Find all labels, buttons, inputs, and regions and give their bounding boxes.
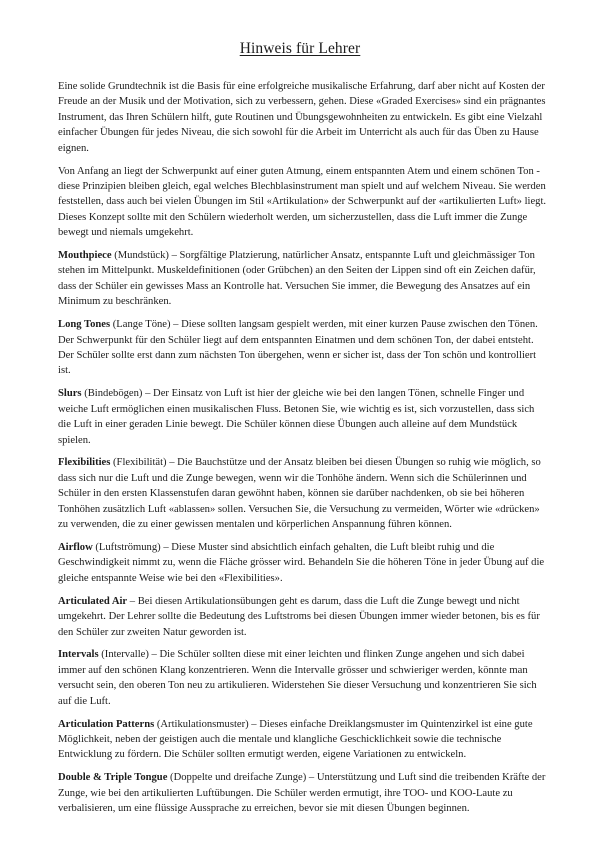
paragraph-term: Long Tones — [58, 319, 111, 331]
paragraph-text: (Flexibilität) – Die Bauchstütze und der Ansatz bleiben bei diesen Übungen so ruhig wie möglich, so dass sich nur die Luft und die Zunge bewegen, wenn wir die Tonhöhe ändern. Wenn sich die Schülerinnen und Schüler in den ersten Klassenstufen daran gewöhnt haben, können sie darüber nachdenken, ob sie bei höheren Tonhöhen zusätzlich Luft «ablassen» sollen. Versuchen Sie, die Versuchung zu vermeiden, Wörter wie «drücken» zu verwenden, die zu einer gewissen mentalen und körperlichen Anspannung führen können. — [58, 457, 541, 531]
paragraph-text: (Doppelte und dreifache Zunge) – Unterstützung und Luft sind die treibenden Kräfte der Zunge, wie bei den artikulierten Luftübungen. Die Schüler werden ermutigt, ihre TOO- und KOO-Laute zu verbalisieren, um eine flüssige Aussprache zu erreichen, bevor sie mit diesen Übungen beginnen. — [58, 772, 546, 815]
paragraph-term: Articulated Air — [58, 595, 128, 607]
paragraph-term: Slurs — [58, 388, 82, 400]
paragraph-long-tones — [58, 317, 548, 379]
paragraph-text: Von Anfang an liegt der Schwerpunkt auf einer guten Atmung, einem entspannten Atem und einem schönen Ton - diese Prinzipien bleiben gleich, egal welches Blechblasinstrument man spielt und auf welchem Niveau. Sie werden feststellen, dass auch bei vielen Übungen im Stil «Artikulation» der Schwerpunkt auf der «artikulierten Luft» liegt. Dieses Konzept sollte mit den Schülern wiederholt werden, um sicherzustellen, dass die Luft immer die Zunge bewegt und niemals umgekehrt. — [58, 165, 547, 239]
paragraph-mouthpiece — [58, 248, 548, 310]
paragraph-term: Articulation Patterns — [58, 718, 155, 730]
paragraph-text: (Mundstück) – Sorgfältige Platzierung, natürlicher Ansatz, entspannte Luft und gleichmässiger Ton stehen im Mittelpunkt. Muskeldefinitionen (oder Grübchen) an den Seiten der Lippen sind oft ein Zeichen dafür, dass der Schüler ein gewisses Mass an Kontrolle hat. Versuchen Sie immer, die Bewegung des Ansatzes auf ein Minimum zu beschränken. — [58, 250, 536, 308]
paragraph-term: Double & Triple Tongue — [58, 772, 168, 784]
paragraph-text: (Bindebögen) – Der Einsatz von Luft ist hier der gleiche wie bei den langen Tönen, schnelle Finger und weiche Luft ermöglichen einen musikalischen Fluss. Betonen Sie, wie wichtig es ist, sich vorzustellen, dass sich die Luft in einer geraden Linie bewegt. Die Schüler können diese Übungen auch alleine auf dem Mundstück spielen. — [58, 388, 535, 446]
paragraph-intro — [58, 79, 548, 156]
paragraph-articulated-air — [58, 594, 548, 640]
paragraph-text: (Luftströmung) – Diese Muster sind absichtlich einfach gehalten, die Luft bleibt ruhig und die Geschwindigkeit nimmt zu, wenn die Fläche grösser wird. Behandeln Sie die höheren Töne in jeder Übung auf die gleiche entspannte Weise wie bei den «Flexibilities». — [58, 541, 545, 584]
paragraph-flexibilities — [58, 455, 548, 532]
paragraph-term: Flexibilities — [58, 457, 111, 469]
paragraph-breathing — [58, 164, 548, 241]
paragraph-text: – Bei diesen Artikulationsübungen geht es darum, dass die Luft die Zunge bewegt und nicht umgekehrt. Der Lehrer sollte die Bedeutung des Luftstroms bei diesen Übungen immer wieder betonen, bis es für den Schüler zur zweiten Natur geworden ist. — [58, 595, 540, 638]
paragraph-double-triple-tongue — [58, 770, 548, 816]
paragraph-text: (Artikulationsmuster) – Dieses einfache Dreiklangsmuster im Quintenzirkel ist eine gute Möglichkeit, neben der geistigen auch die mentale und klangliche Geschicklichkeit sowie die technische Entwicklung zu fördern. Die Schüler sollten ermutigt werden, eigene Variationen zu entwickeln. — [58, 718, 533, 761]
paragraph-term: Mouthpiece — [58, 250, 112, 262]
document-body — [58, 79, 548, 824]
paragraph-articulation-patterns — [58, 717, 548, 763]
paragraph-slurs — [58, 386, 548, 448]
paragraph-airflow — [58, 540, 548, 586]
paragraph-term: Intervals — [58, 649, 99, 661]
paragraph-text: Eine solide Grundtechnik ist die Basis für eine erfolgreiche musikalische Erfahrung, darf aber nicht auf Kosten der Freude an der Musik und der Motivation, sich zu verbessern, gehen. Diese «Graded Exercises» sind ein prägnantes Instrument, das Ihren Schülern hilft, gute Routinen und Übungsgewohnheiten zu entwickeln. Es gibt eine Vielzahl einfacher Übungen für jedes Niveau, die sich sowohl für die Arbeit im Unterricht als auch für das Üben zu Hause eignen. — [58, 81, 546, 154]
paragraph-text: (Intervalle) – Die Schüler sollten diese mit einer leichten und flinken Zunge angehen und sich dabei immer auf den schönen Klang konzentrieren. Wenn die Intervalle grösser und schwieriger werden, könnte man versucht sein, den oberen Ton neu zu artikulieren. Widerstehen Sie dieser Versuchung und konzentrieren Sie sich auf die Luft. — [58, 649, 537, 707]
paragraph-text: (Lange Töne) – Diese sollten langsam gespielt werden, mit einer kurzen Pause zwischen den Tönen. Der Schwerpunkt für den Schüler liegt auf dem entspannten Einatmen und dem schönen Ton, der dabei entsteht. Der Schüler sollte erst dann zum nächsten Ton übergehen, wenn er sicher ist, dass der Ton schön und kontrolliert ist. — [58, 319, 538, 377]
paragraph-term: Airflow — [58, 541, 93, 553]
paragraph-intervals — [58, 647, 548, 709]
page-title: Hinweis für Lehrer — [239, 40, 361, 57]
